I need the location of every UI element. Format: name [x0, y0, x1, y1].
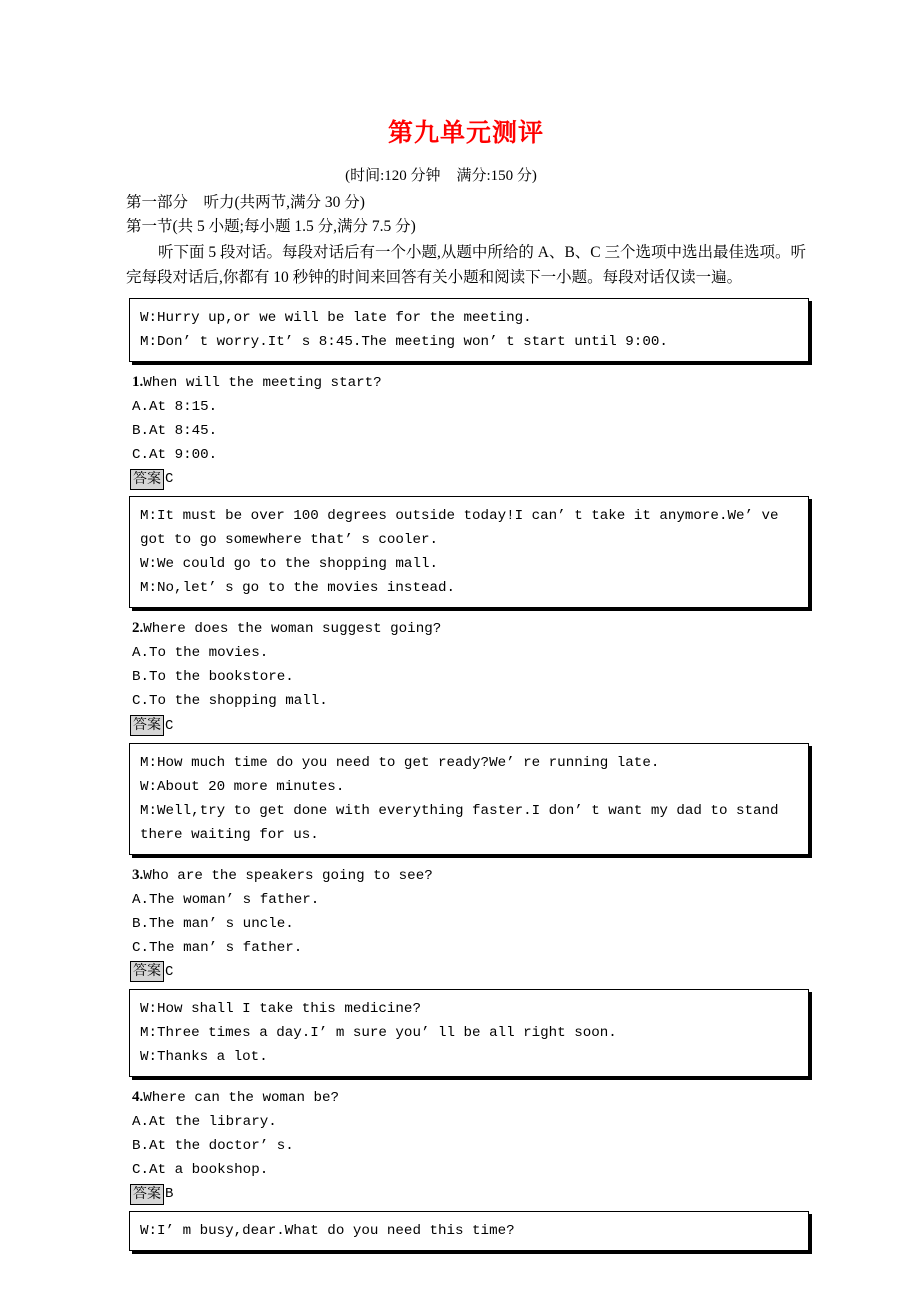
question-block — [126, 863, 806, 983]
answer-row — [126, 1183, 806, 1205]
answer-option[interactable]: C.At a bookshop. — [132, 1161, 269, 1178]
answer-letter: C — [165, 963, 174, 980]
answer-letter: C — [165, 717, 174, 734]
answer-row — [126, 468, 806, 490]
answer-row — [126, 714, 806, 736]
dialogue-line: W:How shall I take this medicine? — [140, 1000, 421, 1017]
dialogue-line: M:It must be over 100 degrees outside today!I can’ t take it anymore.We’ ve got to go somewhere that’ s cooler. — [140, 508, 788, 549]
document-content — [126, 118, 806, 1257]
listening-instructions: 听下面 5 段对话。每段对话后有一个小题,从题中所给的 A、B、C 三个选项中选出最佳选项。听完每段对话后,你都有 10 秒钟的时间来回答有关小题和阅读下一小题。每段对话仅读一遍。 — [126, 244, 806, 286]
question-block — [126, 616, 806, 736]
listening-item — [126, 298, 806, 490]
answer-row — [126, 961, 806, 983]
page-title: 第九单元测评 — [387, 120, 544, 147]
answer-option[interactable]: C.At 9:00. — [132, 447, 218, 463]
dialogue-line: M:Three times a day.I’ m sure you’ ll be all right soon. — [140, 1024, 617, 1041]
dialogue-box — [129, 743, 809, 855]
question-text: When will the meeting start? — [143, 375, 382, 391]
question-block — [126, 1085, 806, 1205]
dialogue-line: W:Thanks a lot. — [140, 1048, 268, 1065]
question-list — [126, 298, 806, 1251]
answer-option[interactable]: C.The man’ s father. — [132, 939, 303, 956]
dialogue-line: M:How much time do you need to get ready?We’ re running late. — [140, 754, 660, 771]
question-stem — [126, 616, 806, 641]
listening-item — [126, 743, 806, 983]
answer-option[interactable]: A.At the library. — [132, 1113, 277, 1130]
answer-option[interactable]: B.The man’ s uncle. — [132, 915, 294, 932]
question-number: 3. — [132, 866, 144, 883]
answer-letter: C — [165, 471, 174, 488]
dialogue-line: M:Well,try to get done with everything faster.I don’ t want my dad to stand there waiting for us. — [140, 802, 788, 843]
dialogue-line: M:No,let’ s go to the movies instead. — [140, 580, 456, 597]
dialogue-line: M:Don’ t worry.It’ s 8:45.The meeting won’ t start until 9:00. — [140, 334, 668, 350]
dialogue-line: W:Hurry up,or we will be late for the meeting. — [140, 310, 532, 326]
dialogue-box — [129, 1211, 809, 1251]
question-number: 2. — [132, 620, 144, 637]
answer-letter: B — [165, 1186, 174, 1203]
question-number: 4. — [132, 1088, 144, 1105]
question-text: Where does the woman suggest going? — [143, 621, 442, 638]
dialogue-box — [129, 298, 809, 362]
question-number: 1. — [132, 374, 144, 390]
dialogue-line: W:We could go to the shopping mall. — [140, 556, 438, 573]
exam-total-score: 满分:150 分) — [456, 168, 537, 184]
answer-option[interactable]: A.The woman’ s father. — [132, 891, 320, 908]
answer-label-badge: 答案 — [130, 961, 164, 982]
part-one-heading: 第一部分 听力(共两节,满分 30 分) — [126, 194, 365, 211]
exam-time: (时间:120 分钟 — [345, 168, 441, 184]
answer-option[interactable]: B.At 8:45. — [132, 423, 218, 439]
answer-label-badge: 答案 — [130, 715, 164, 736]
answer-label-badge: 答案 — [130, 469, 164, 490]
answer-option[interactable]: B.At the doctor’ s. — [132, 1137, 294, 1154]
question-text: Where can the woman be? — [143, 1089, 340, 1106]
answer-label-badge: 答案 — [130, 1184, 164, 1205]
answer-option[interactable]: A.To the movies. — [132, 645, 269, 662]
dialogue-box — [129, 496, 809, 608]
listening-item — [126, 989, 806, 1205]
question-stem — [126, 1085, 806, 1110]
answer-option[interactable]: C.To the shopping mall. — [132, 693, 328, 710]
question-stem — [126, 863, 806, 888]
question-stem — [126, 370, 806, 395]
answer-option[interactable]: A.At 8:15. — [132, 399, 218, 415]
listening-item — [126, 1211, 806, 1251]
answer-option[interactable]: B.To the bookstore. — [132, 669, 294, 686]
dialogue-box — [129, 989, 809, 1077]
question-text: Who are the speakers going to see? — [143, 867, 433, 884]
section-one-heading: 第一节(共 5 小题;每小题 1.5 分,满分 7.5 分) — [126, 218, 416, 235]
exam-meta — [126, 164, 806, 188]
dialogue-line: W:About 20 more minutes. — [140, 778, 345, 795]
dialogue-line: W:I’ m busy,dear.What do you need this time? — [140, 1223, 515, 1240]
question-block — [126, 370, 806, 490]
listening-item — [126, 496, 806, 736]
